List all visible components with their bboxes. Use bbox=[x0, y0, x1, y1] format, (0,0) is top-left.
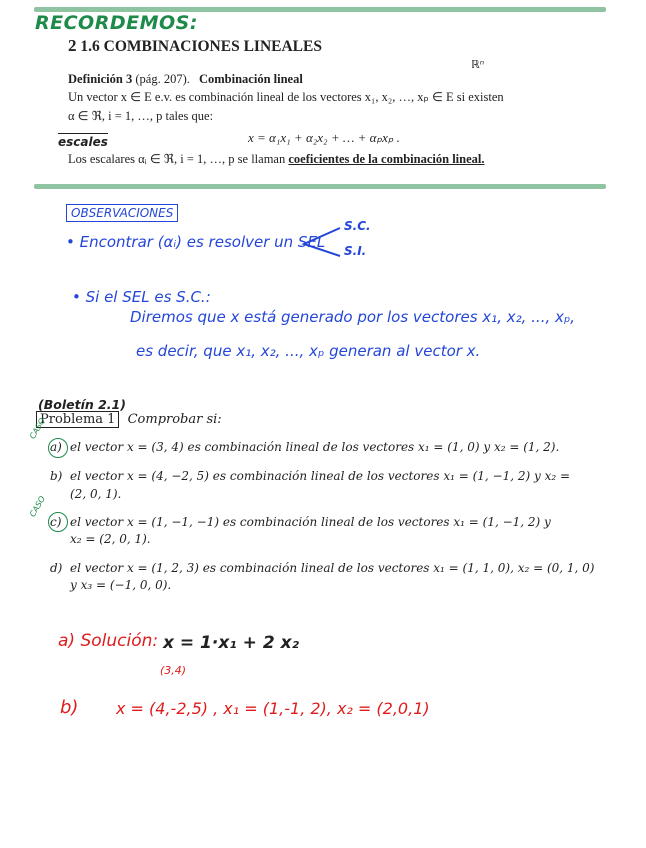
item-a-text: el vector x = (3, 4) es combinación lineal de los vectores x₁ = (1, 0) y x₂ = (1, 2). bbox=[70, 440, 560, 454]
observacion-bullet2: • Si el SEL es S.C.: bbox=[72, 288, 211, 306]
solution-a-label: a) Solución: bbox=[58, 631, 159, 651]
solution-a-value: (3,4) bbox=[160, 664, 187, 677]
item-c-text1: el vector x = (1, −1, −1) es combinación lineal de los vectores x₁ = (1, −1, 2) y bbox=[70, 515, 551, 529]
solution-a-equation: x = 1·x₁ + 2 x₂ bbox=[163, 633, 299, 653]
recordemos-heading: RECORDEMOS: bbox=[35, 12, 198, 34]
item-b-label: b) bbox=[50, 469, 63, 483]
definition-line1: Un vector x ∈ E e.v. es combinación lineal de los vectores x₁, x₂, …, xₚ ∈ E si existen bbox=[68, 90, 504, 104]
observacion-line2: Diremos que x está generado por los vectores x₁, x₂, ..., xₚ, bbox=[130, 308, 576, 326]
section-title: 1.6 COMBINACIONES LINEALES bbox=[80, 38, 322, 55]
definition-line3-text: Los escalares αᵢ ∈ ℜ, i = 1, …, p se llaman bbox=[68, 152, 286, 166]
rn-note: ℝⁿ bbox=[471, 58, 485, 71]
section-heading bbox=[68, 36, 322, 56]
item-a-label: a) bbox=[50, 440, 62, 454]
item-c-label: c) bbox=[50, 515, 62, 529]
definition-label: Definición 3 bbox=[68, 72, 133, 86]
item-d-text1: el vector x = (1, 2, 3) es combinación lineal de los vectores x₁ = (1, 1, 0), x₂ = (0, 1, 0) bbox=[70, 561, 595, 575]
definition-name: Combinación lineal bbox=[198, 72, 303, 86]
caso-tag-c: CASO bbox=[28, 494, 48, 519]
mid-rule bbox=[34, 184, 606, 189]
definition-heading bbox=[68, 72, 303, 87]
solution-b-equation: x = (4,-2,5) , x₁ = (1,-1, 2), x₂ = (2,0,1) bbox=[116, 699, 430, 718]
caso-tag-a: CASO bbox=[28, 416, 48, 441]
observaciones-title: OBSERVACIONES bbox=[66, 204, 178, 222]
escalares-note: escales bbox=[58, 135, 108, 149]
definition-line2: α ∈ ℜ, i = 1, …, p tales que: bbox=[68, 109, 214, 123]
boletin-note: (Boletín 2.1) bbox=[38, 397, 126, 412]
item-c-text2: x₂ = (2, 0, 1). bbox=[70, 532, 151, 546]
observacion-bullet1: • Encontrar (αᵢ) es resolver un SEL bbox=[66, 233, 326, 251]
sc-label: S.C. bbox=[344, 219, 371, 233]
item-d-label: d) bbox=[50, 561, 63, 575]
solution-b-label: b) bbox=[60, 697, 79, 718]
definition-line3 bbox=[68, 151, 485, 167]
item-b-text1: el vector x = (4, −2, 5) es combinación lineal de los vectores x₁ = (1, −1, 2) y x₂ = bbox=[70, 469, 571, 483]
coeficientes-term: coeficientes de la combinación lineal. bbox=[288, 152, 485, 166]
definition-formula: x = α₁x₁ + α₂x₂ + … + αₚxₚ . bbox=[248, 130, 400, 145]
definition-page: (pág. 207). bbox=[135, 72, 190, 86]
problema-heading bbox=[36, 412, 222, 427]
si-label: S.I. bbox=[344, 244, 367, 258]
problema-label: Problema 1 bbox=[36, 411, 119, 428]
item-b-text2: (2, 0, 1). bbox=[70, 487, 122, 501]
problema-intro: Comprobar si: bbox=[127, 412, 222, 427]
item-d-text2: y x₃ = (−1, 0, 0). bbox=[70, 578, 172, 592]
section-number: 2 bbox=[68, 36, 77, 55]
observacion-line3: es decir, que x₁, x₂, ..., xₚ generan al vector x. bbox=[136, 342, 481, 360]
